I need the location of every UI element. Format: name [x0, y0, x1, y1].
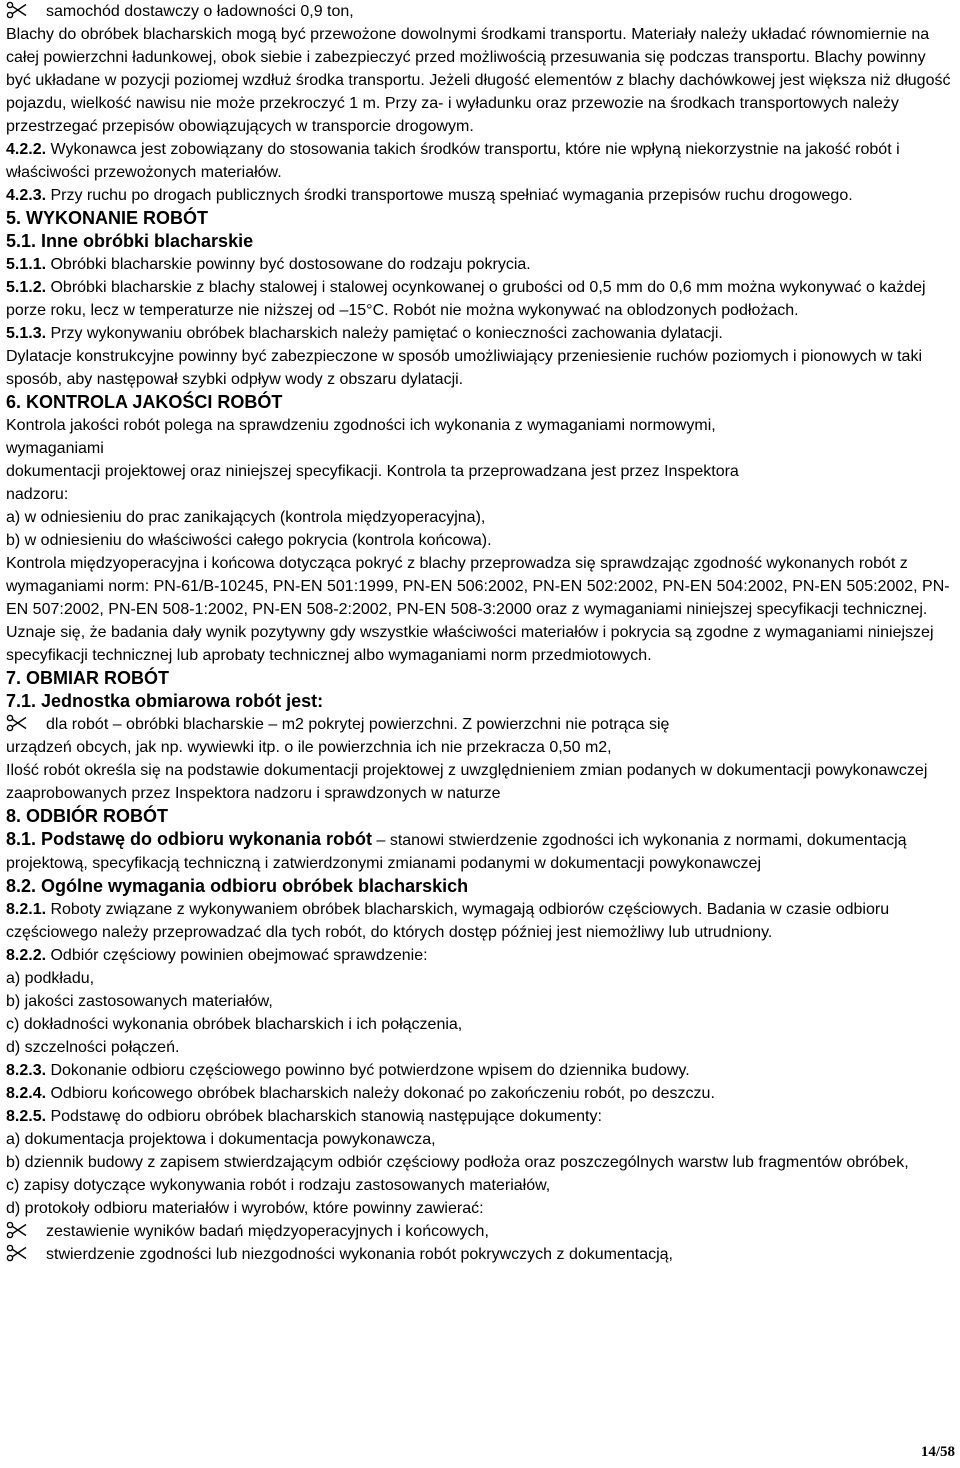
paragraph-transport: Blachy do obróbek blacharskich mogą być przewożone dowolnymi środkami transportu. Materiały należy układać równomiernie na całej powierzchni ładunkowej, obok siebie i zabezpieczyć przed możliwością przesuwania się podczas transportu. Blachy powinny być układane w pozycji poziomej wzdłuż środka transportu. Jeżeli długość elementów z blachy dachówkowej jest większa niż długość pojazdu, wielkość nawisu nie może przekroczyć 1 m. Przy za- i wyładunku oraz przewozie na środkach transportowych należy przestrzegać przepisów obowiązujących w transporcie drogowym.: [6, 26, 951, 135]
heading-8: 8. ODBIÓR ROBÓT: [6, 806, 169, 826]
list-item: a) dokumentacja projektowa i dokumentacja powykonawcza,: [6, 1131, 436, 1148]
scissors-bullet-icon: [6, 713, 30, 735]
heading-8-2: 8.2. Ogólne wymagania odbioru obróbek blacharskich: [6, 876, 469, 896]
paragraph-text: Przy wykonywaniu obróbek blacharskich należy pamiętać o konieczności zachowania dylatacji.: [46, 325, 723, 342]
paragraph-line: wymaganiami: [6, 440, 104, 457]
paragraph-text: Podstawę do odbioru obróbek blacharskich stanowią następujące dokumenty:: [46, 1108, 602, 1125]
paragraph-line: dokumentacji projektowej oraz niniejszej specyfikacji. Kontrola ta przeprowadzana jest przez Inspektora: [6, 463, 739, 480]
page-number: 14/58: [920, 1444, 955, 1460]
list-item: a) w odniesieniu do prac zanikających (kontrola międzyoperacyjna),: [6, 509, 486, 526]
section-number: 4.2.3.: [6, 187, 47, 204]
paragraph-8-2-3: [6, 1059, 954, 1082]
heading-6: 6. KONTROLA JAKOŚCI ROBÓT: [6, 392, 283, 412]
section-number: 8.2.1.: [6, 901, 47, 918]
section-number: 5.1.1.: [6, 256, 47, 273]
list-item: b) dziennik budowy z zapisem stwierdzającym odbiór częściowy podłoża oraz poszczególnych warstw lub fragmentów obróbek,: [6, 1154, 909, 1171]
paragraph-norms: Kontrola międzyoperacyjna i końcowa dotycząca pokryć z blachy przeprowadza się sprawdzając zgodność wykonanych robót z wymaganiami norm: PN-61/B-10245, PN-EN 501:1999, PN-EN 506:2002, PN-EN 502:2002, PN-EN 504:2002, PN-EN 505:2002, PN-EN 507:2002, PN-EN 508-1:2002, PN-EN 508-2:2002, PN-EN 508-3:2000 oraz z wymaganiami niniejszej specyfikacji technicznej.: [6, 555, 950, 618]
section-number: 5.1.3.: [6, 325, 47, 342]
paragraph-text: Przy ruchu po drogach publicznych środki transportowe muszą spełniać wymagania przepisów ruchu drogowego.: [46, 187, 853, 204]
paragraph-8-2-1: [6, 898, 954, 944]
paragraph-8-2-4: [6, 1082, 954, 1105]
heading-5: 5. WYKONANIE ROBÓT: [6, 208, 209, 228]
paragraph-quantity: Ilość robót określa się na podstawie dokumentacji projektowej z uwzględnieniem zmian podanych w dokumentacji powykonawczej zaaprobowanych przez Inspektora nadzoru i sprawdzonych w naturze: [6, 762, 928, 802]
paragraph-line: Kontrola jakości robót polega na sprawdzeniu zgodności ich wykonania z wymaganiami normowymi,: [6, 417, 716, 434]
paragraph-line: nadzoru:: [6, 486, 69, 503]
scissors-bullet-icon: [6, 0, 30, 22]
scissors-bullet-icon: [6, 1243, 30, 1265]
list-item: c) zapisy dotyczące wykonywania robót i rodzaju zastosowanych materiałów,: [6, 1177, 551, 1194]
section-number: 8.2.5.: [6, 1108, 47, 1125]
heading-7-1: 7.1. Jednostka obmiarowa robót jest:: [6, 691, 324, 711]
list-item: d) szczelności połączeń.: [6, 1039, 180, 1056]
paragraph-4-2-3: [6, 184, 954, 207]
list-item: b) jakości zastosowanych materiałów,: [6, 993, 273, 1010]
paragraph-text: Obróbki blacharskie powinny być dostosowane do rodzaju pokrycia.: [46, 256, 531, 273]
paragraph-8-2-5: [6, 1105, 954, 1128]
bullet-item: [6, 713, 954, 736]
paragraph-text: Wykonawca jest zobowiązany do stosowania takich środków transportu, które nie wpłyną niekorzystnie na jakość robót i właściwości przewożonych materiałów.: [6, 141, 900, 181]
bullet-text: dla robót – obróbki blacharskie – m2 pokrytej powierzchni. Z powierzchni nie potrąca się: [46, 716, 670, 733]
bullet-text: samochód dostawczy o ładowności 0,9 ton,: [46, 3, 354, 20]
list-item: a) podkładu,: [6, 970, 95, 987]
list-item: c) dokładności wykonania obróbek blacharskich i ich połączenia,: [6, 1016, 463, 1033]
paragraph-text: – stanowi stwierdzenie zgodności ich wykonania z normami, dokumentacją projektową, specyfikacją techniczną i zatwierdzonymi zmianami podanymi w dokumentacji powykonawczej: [6, 832, 907, 872]
section-number: 5.1.2.: [6, 279, 47, 296]
paragraph-positive-result: Uznaje się, że badania dały wynik pozytywny gdy wszystkie właściwości materiałów i pokrycia są zgodne z wymaganiami niniejszej specyfikacji technicznej lub aprobaty technicznej albo wymaganiami norm przedmiotowych.: [6, 624, 934, 664]
paragraph-8-2-2: [6, 944, 954, 967]
section-number: 8.2.3.: [6, 1062, 47, 1079]
paragraph-4-2-2: [6, 138, 954, 184]
section-number: 4.2.2.: [6, 141, 47, 158]
list-item: d) protokoły odbioru materiałów i wyrobów, które powinny zawierać:: [6, 1200, 484, 1217]
bullet-item: [6, 1243, 954, 1266]
bullet-item: [6, 1220, 954, 1243]
paragraph-text: Roboty związane z wykonywaniem obróbek blacharskich, wymagają odbiorów częściowych. Badania w czasie odbioru częściowego należy przeprowadzać dla tych robót, do których dostęp później jest niemożliwy lub utrudniony.: [6, 901, 890, 941]
paragraph-text: Odbioru końcowego obróbek blacharskich należy dokonać po zakończeniu robót, po deszczu.: [46, 1085, 715, 1102]
paragraph-text: Dokonanie odbioru częściowego powinno być potwierdzone wpisem do dziennika budowy.: [46, 1062, 690, 1079]
list-item: b) w odniesieniu do właściwości całego pokrycia (kontrola końcowa).: [6, 532, 492, 549]
scissors-bullet-icon: [6, 1220, 30, 1242]
heading-7: 7. OBMIAR ROBÓT: [6, 668, 170, 688]
section-heading-inline: 8.1. Podstawę do odbioru wykonania robót: [6, 829, 373, 849]
paragraph-text: Obróbki blacharskie z blachy stalowej i stalowej ocynkowanej o grubości od 0,5 mm do 0,6 mm można wykonywać o każdej porze roku, lecz w temperaturze nie niższej od –15°C. Robót nie można wykonywać na oblodzonych podłożach.: [6, 279, 926, 319]
section-number: 8.2.4.: [6, 1085, 47, 1102]
paragraph-5-1-1: [6, 253, 954, 276]
bullet-item: [6, 0, 954, 23]
section-number: 8.2.2.: [6, 947, 47, 964]
heading-5-1: 5.1. Inne obróbki blacharskie: [6, 231, 254, 251]
paragraph-line: urządzeń obcych, jak np. wywiewki itp. o ile powierzchnia ich nie przekracza 0,50 m2,: [6, 739, 612, 756]
paragraph-text: Odbiór częściowy powinien obejmować sprawdzenie:: [46, 947, 428, 964]
paragraph-5-1-2: [6, 276, 954, 322]
paragraph-5-1-3: [6, 322, 954, 345]
bullet-text: zestawienie wyników badań międzyoperacyjnych i końcowych,: [46, 1223, 489, 1240]
paragraph-dylatacje: Dylatacje konstrukcyjne powinny być zabezpieczone w sposób umożliwiający przeniesienie ruchów poziomych i pionowych w taki sposób, aby następował szybki odpływ wody z obszaru dylatacji.: [6, 348, 922, 388]
paragraph-8-1: [6, 828, 954, 875]
bullet-text: stwierdzenie zgodności lub niezgodności wykonania robót pokrywczych z dokumentacją,: [46, 1246, 673, 1263]
